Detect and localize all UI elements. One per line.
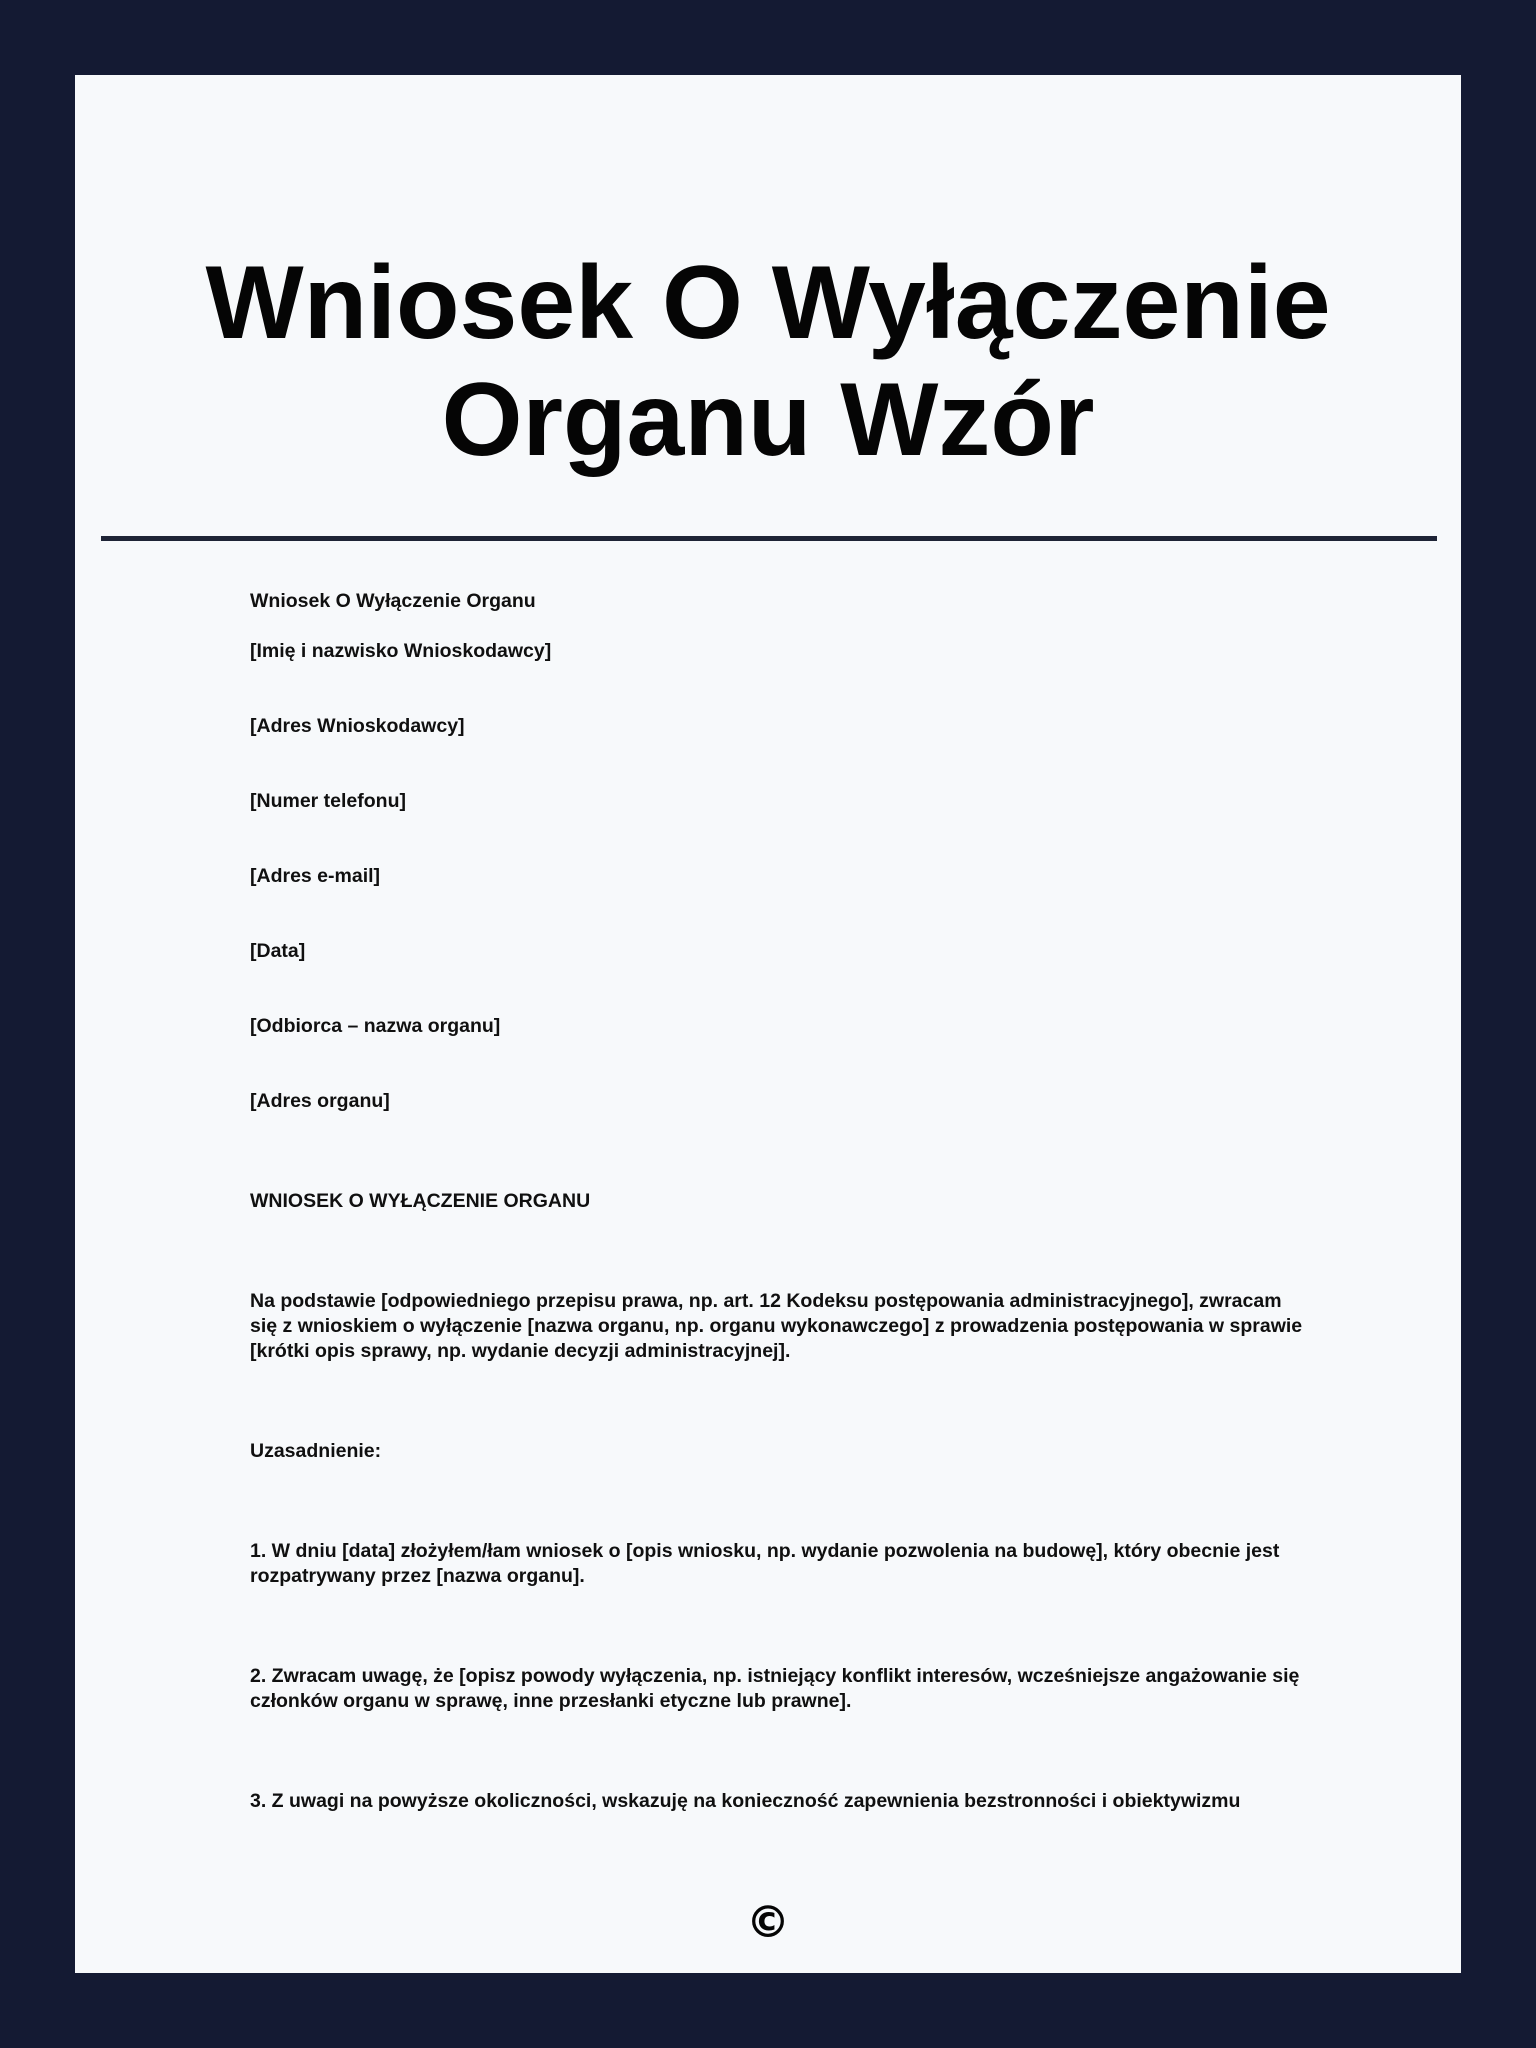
justification-label: Uzasadnienie: bbox=[250, 1440, 382, 1462]
intro-paragraph: Na podstawie [odpowiedniego przepisu prawa, np. art. 12 Kodeksu postępowania administracyjnego], zwracam się z wnioskiem o wyłączenie [nazwa organu, np. organu wykonawczego] z prowadzenia postępowania w sprawie [krótki opis sprawy, np. wydanie decyzji administracyjnej]. bbox=[250, 1290, 1303, 1362]
justification-point-1: 1. W dniu [data] złożyłem/łam wniosek o [opis wniosku, np. wydanie pozwolenia na budowę], który obecnie jest rozpatrywany przez [nazwa organu]. bbox=[250, 1540, 1280, 1587]
copyright-icon: © bbox=[746, 1897, 790, 1948]
email-field: [Adres e-mail] bbox=[250, 865, 381, 887]
phone-field: [Numer telefonu] bbox=[250, 790, 406, 812]
recipient-address-field: [Adres organu] bbox=[250, 1090, 390, 1112]
applicant-name-field: [Imię i nazwisko Wnioskodawcy] bbox=[250, 640, 552, 662]
justification-point-2: 2. Zwracam uwagę, że [opisz powody wyłączenia, np. istniejący konflikt interesów, wcześniejsze angażowanie się członków organu w sprawę, inne przesłanki etyczne lub prawne]. bbox=[250, 1665, 1300, 1712]
justification-point-3: 3. Z uwagi na powyższe okoliczności, wskazuję na konieczność zapewnienia bezstronności i obiektywizmu bbox=[250, 1790, 1241, 1812]
applicant-address-field: [Adres Wnioskodawcy] bbox=[250, 715, 465, 737]
date-field: [Data] bbox=[250, 940, 306, 962]
document-heading: Wniosek O Wyłączenie Organu bbox=[250, 590, 536, 612]
recipient-field: [Odbiorca – nazwa organu] bbox=[250, 1015, 501, 1037]
request-title: WNIOSEK O WYŁĄCZENIE ORGANU bbox=[250, 1190, 591, 1212]
document-page bbox=[75, 75, 1461, 1973]
title-divider bbox=[101, 536, 1437, 541]
document-title: Wniosek O Wyłączenie Organu Wzór bbox=[205, 245, 1331, 478]
